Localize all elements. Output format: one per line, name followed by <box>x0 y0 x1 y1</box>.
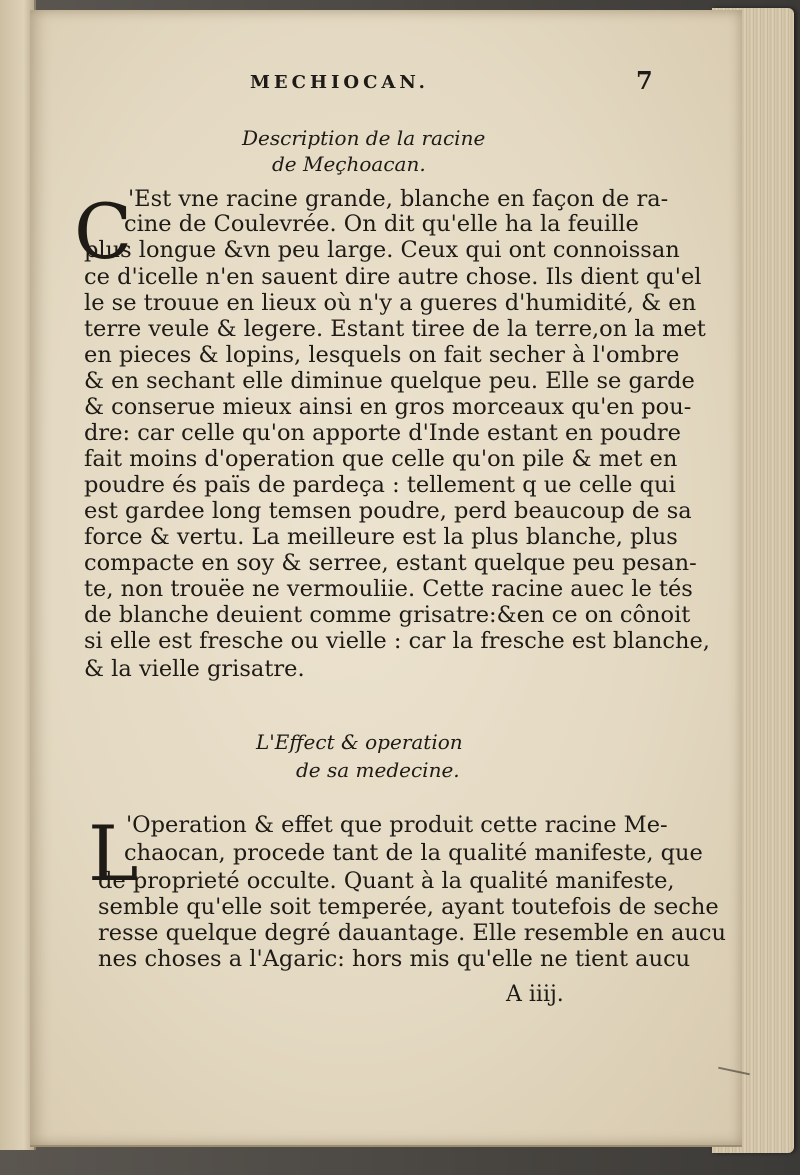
text-line: resse quelque degré dauantage. Elle resemble en aucu <box>98 920 727 946</box>
text-line: te, non trouëe ne vermouliie. Cette racine auec le tés <box>84 576 693 602</box>
text-line: dre: car celle qu'on apporte d'Inde estant en poudre <box>84 420 681 446</box>
text-line: cine de Coulevrée. On dit qu'elle ha la feuille <box>124 211 639 237</box>
text-line: 'Operation & effet que produit cette racine Me- <box>126 812 668 838</box>
text-line: & conserue mieux ainsi en gros morceaux qu'en pou- <box>84 394 692 420</box>
text-line: force & vertu. La meilleure est la plus blanche, plus <box>84 524 678 550</box>
text-line: de proprieté occulte. Quant à la qualité manifeste, <box>98 868 675 894</box>
text-line: poudre és païs de pardeça : tellement q ue celle qui <box>84 472 676 498</box>
text-line: plus longue &vn peu large. Ceux qui ont connoissan <box>84 237 680 263</box>
text-line: chaocan, procede tant de la qualité manifeste, que <box>124 840 703 866</box>
section2-heading-line1: L'Effect & operation <box>256 730 463 754</box>
section1-heading-line1: Description de la racine <box>242 126 486 150</box>
book-page <box>30 10 742 1147</box>
text-line: semble qu'elle soit temperée, ayant toutefois de seche <box>98 894 719 920</box>
dropcap-l: L <box>88 809 139 898</box>
page-number: 7 <box>636 66 653 95</box>
text-line: terre veule & legere. Estant tiree de la terre,on la met <box>84 316 706 342</box>
section1-heading-line2: de Meçhoacan. <box>272 152 426 176</box>
text-line: ce d'icelle n'en sauent dire autre chose. Ils dient qu'el <box>84 264 702 290</box>
text-line: si elle est fresche ou vielle : car la fresche est blanche, <box>84 628 710 654</box>
text-line: est gardee long temsen poudre, perd beaucoup de sa <box>84 498 692 524</box>
text-line: nes choses a l'Agaric: hors mis qu'elle ne tient aucu <box>98 946 691 972</box>
section2-heading-line2: de sa medecine. <box>296 758 460 782</box>
text-line: & en sechant elle diminue quelque peu. Elle se garde <box>84 368 695 394</box>
text-line: le se trouue en lieux où n'y a gueres d'humidité, & en <box>84 290 697 316</box>
signature-mark: A iiij. <box>506 982 564 1007</box>
text-line: compacte en soy & serree, estant quelque peu pesan- <box>84 550 697 576</box>
text-line: fait moins d'operation que celle qu'on pile & met en <box>84 446 678 472</box>
text-line: en pieces & lopins, lesquels on fait secher à l'ombre <box>84 342 680 368</box>
text-line: & la vielle grisatre. <box>84 656 305 682</box>
text-line: 'Est vne racine grande, blanche en façon de ra- <box>128 186 669 212</box>
running-head: MECHIOCAN. <box>250 72 429 93</box>
text-line: de blanche deuient comme grisatre:&en ce on cônoit <box>84 602 691 628</box>
dropcap-c: C <box>74 187 133 276</box>
